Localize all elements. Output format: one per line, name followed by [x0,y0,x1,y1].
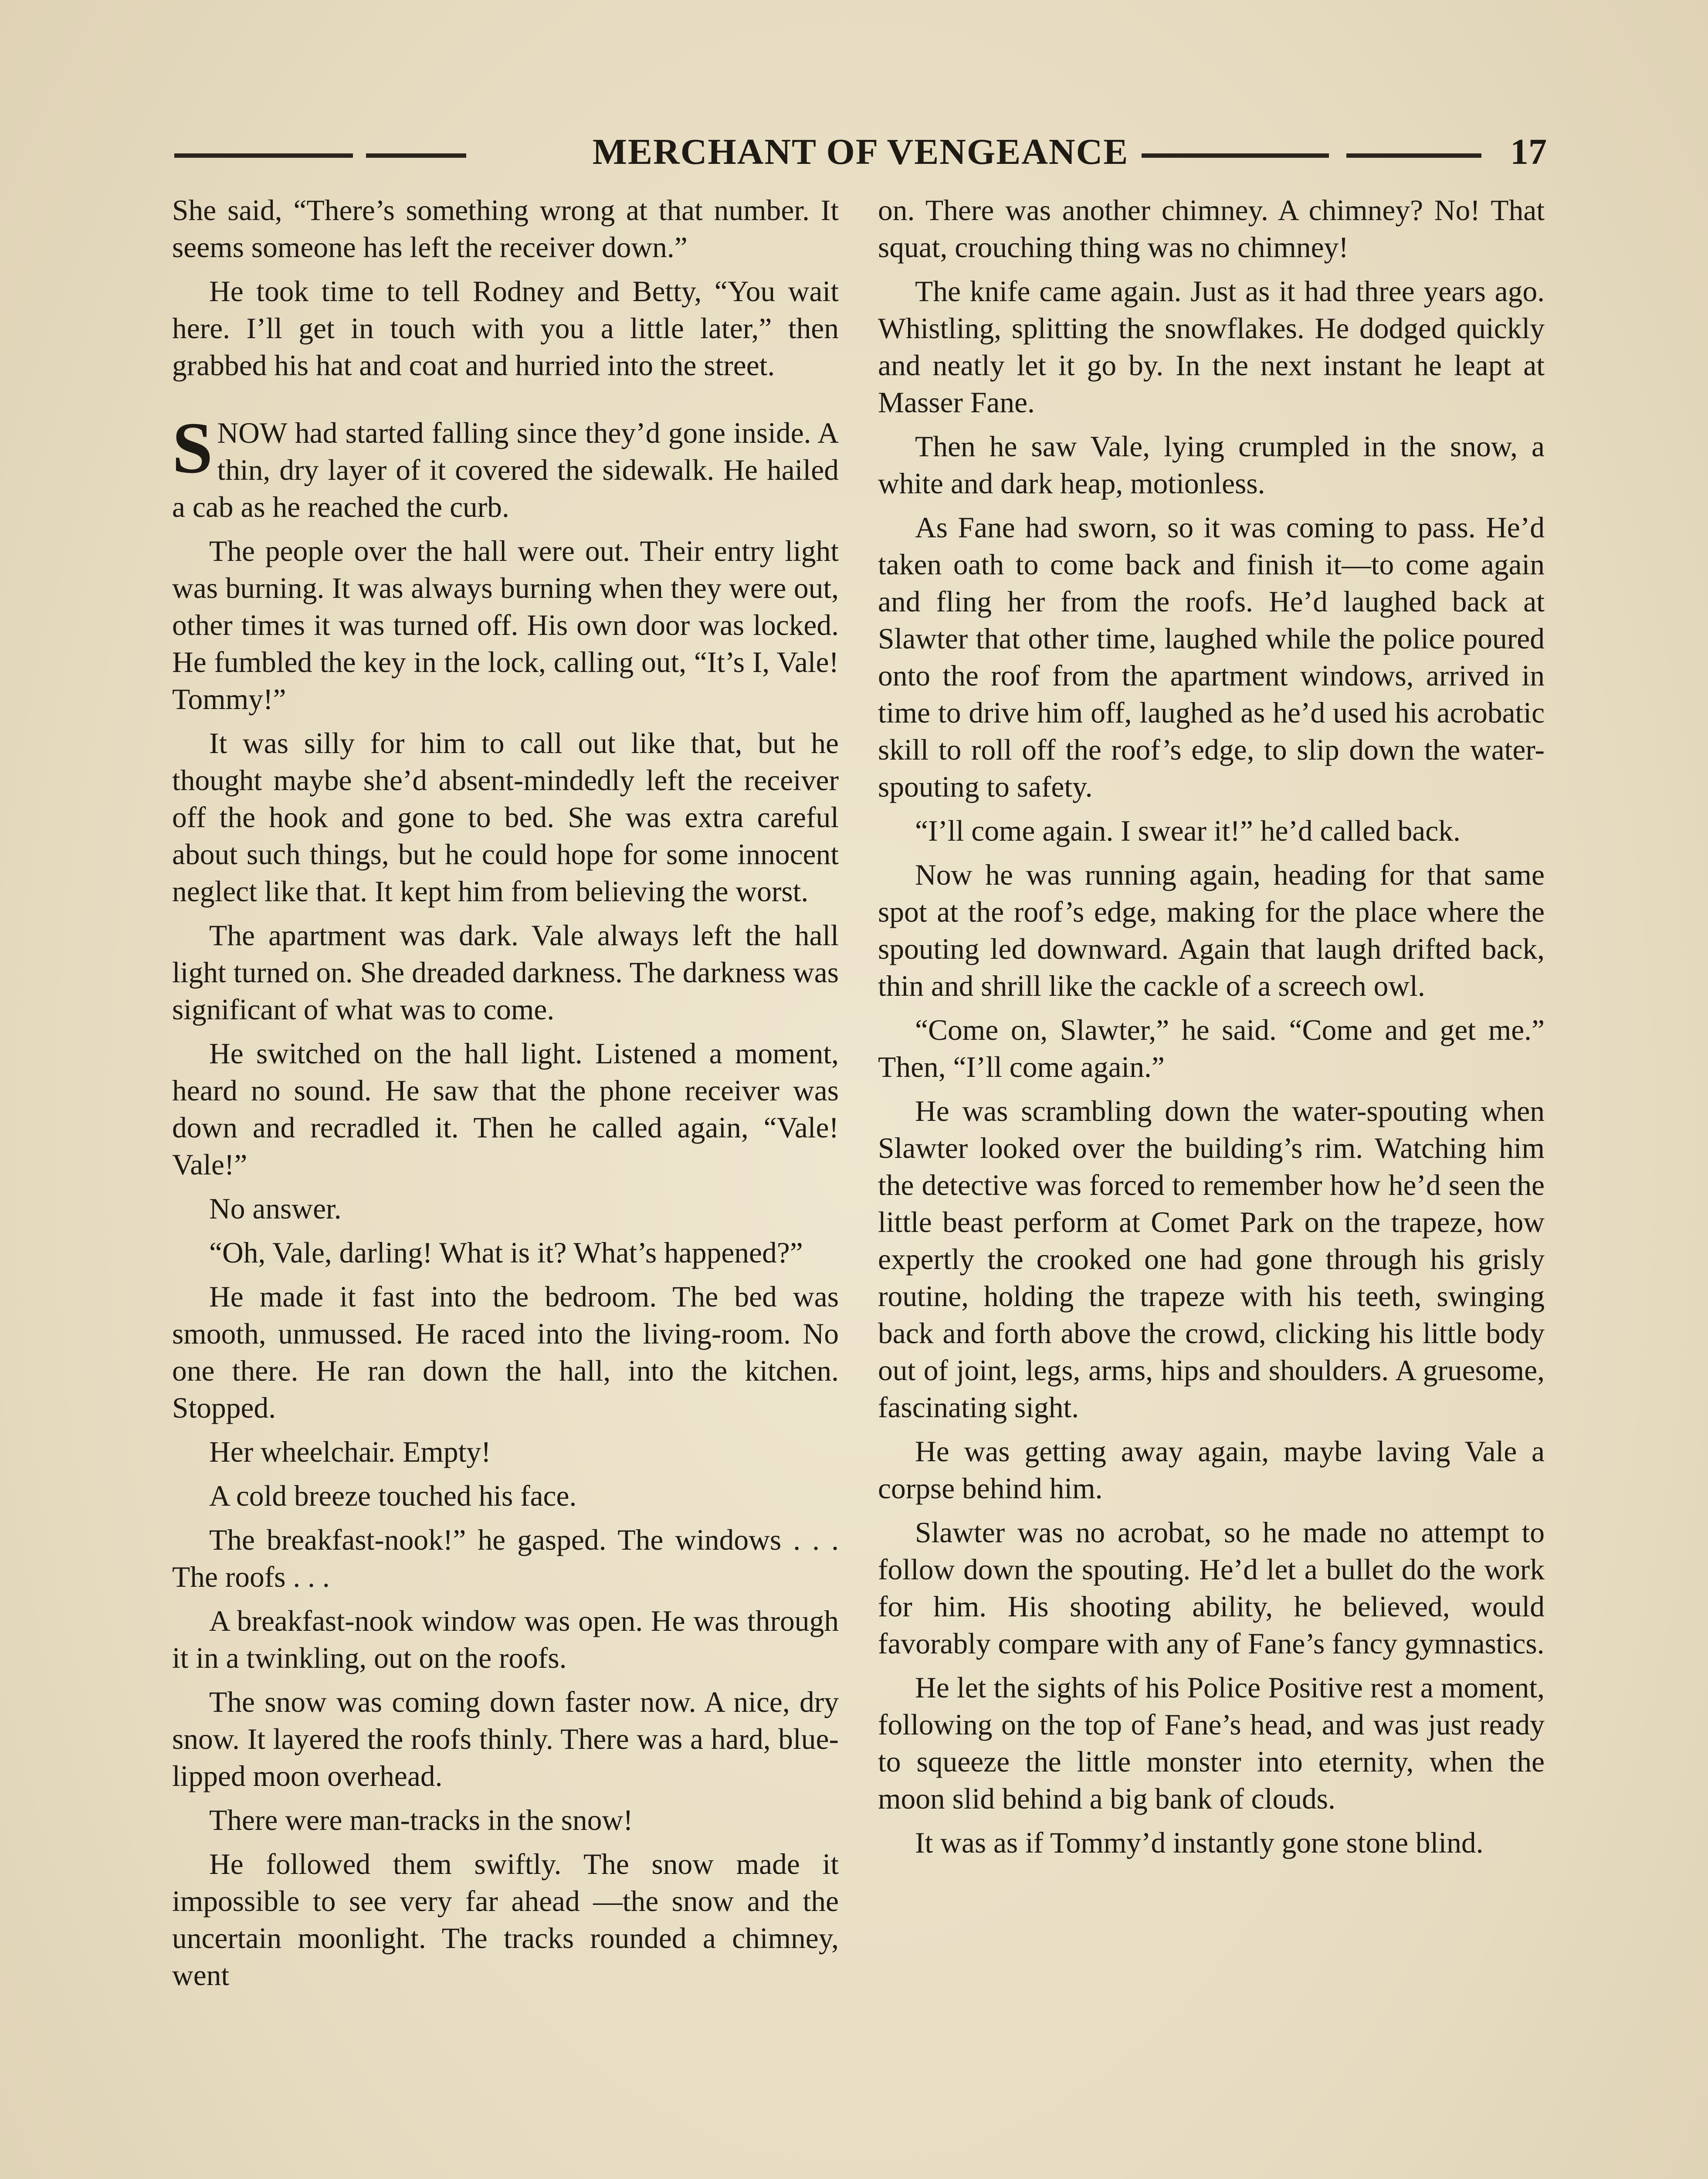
paragraph: The breakfast-nook!” he gasped. The windows . . . The roofs . . . [172,1524,839,1593]
paragraph: He switched on the hall light. Listened a moment, heard no sound. He saw that the phone receiver was down and recradled it. Then he called again, “Vale! Vale!” [172,1037,839,1181]
paragraph: Her wheelchair. Empty! [209,1436,491,1468]
paragraph: “I’ll come again. I swear it!” he’d called back. [915,815,1461,847]
paragraph: There were man-tracks in the snow! [209,1804,633,1836]
paragraph: “Come on, Slawter,” he said. “Come and get me.” Then, “I’ll come again.” [878,1014,1545,1083]
paragraph: He let the sights of his Police Positive rest a moment, following on the top of Fane’s head, and was just ready to squeeze the little monster into eternity, when the moon slid behind a big bank of clouds. [878,1671,1545,1815]
paragraph: “Oh, Vale, darling! What is it? What’s happened?” [209,1236,803,1269]
paragraph: on. There was another chimney. A chimney? No! That squat, crouching thing was no chimney! [878,194,1545,264]
paragraph: Slawter was no acrobat, so he made no attempt to follow down the spouting. He’d let a bullet do the work for him. His shooting ability, he believed, would favorably compare with any of Fane’s fancy gymnastics. [878,1516,1545,1660]
section-opening-paragraph [172,407,839,526]
running-header [174,131,1547,179]
right-column [878,192,1545,1868]
paragraph: A breakfast-nook window was open. He was through it in a twinkling, out on the roofs. [172,1605,839,1674]
story-title: MERCHANT OF VENGEANCE [592,132,1129,172]
page-number: 17 [1510,132,1547,172]
paragraph: He was getting away again, maybe laving Vale a corpse behind him. [878,1435,1545,1505]
paragraph: Now he was running again, heading for that same spot at the roof’s edge, making for the place where the spouting led downward. Again that laugh drifted back, thin and shrill like the cackle of a screech owl. [878,859,1545,1002]
left-column [172,192,839,2001]
paragraph: It was as if Tommy’d instantly gone stone blind. [915,1826,1484,1859]
paragraph: The snow was coming down faster now. A nice, dry snow. It layered the roofs thinly. There was a hard, blue-lipped moon overhead. [172,1686,839,1792]
paragraph: He was scrambling down the water-spouting when Slawter looked over the building’s rim. Watching him the detective was forced to remember how he’d seen the little beast perform at Comet Park on the trapeze, how expertly the crooked one had gone through his grisly routine, holding the trapeze with his teeth, swinging back and forth above the crowd, clicking his little body out of joint, legs, arms, hips and shoulders. A gruesome, fascinating sight. [878,1095,1545,1424]
paragraph: The people over the hall were out. Their entry light was burning. It was always burning when they were out, other times it was turned off. His own door was locked. He fumbled the key in the lock, calling out, “It’s I, Vale! Tommy!” [172,535,839,716]
paragraph: He followed them swiftly. The snow made it impossible to see very far ahead —the snow and the uncertain moonlight. The tracks rounded a chimney, went [172,1848,839,1992]
paragraph-text: NOW had started falling since they’d gone inside. A thin, dry layer of it covered the sidewalk. He hailed a cab as he reached the curb. [172,417,839,523]
paragraph: He made it fast into the bedroom. The bed was smooth, unmussed. He raced into the living-room. No one there. He ran down the hall, into the kitchen. Stopped. [172,1280,839,1424]
paragraph: The apartment was dark. Vale always left the hall light turned on. She dreaded darkness. The darkness was significant of what was to come. [172,919,839,1026]
paragraph: He took time to tell Rodney and Betty, “You wait here. I’ll get in touch with you a little later,” then grabbed his hat and coat and hurried into the street. [172,275,839,382]
paragraph: Then he saw Vale, lying crumpled in the snow, a white and dark heap, motionless. [878,430,1545,500]
paragraph: The knife came again. Just as it had three years ago. Whistling, splitting the snowflakes. He dodged quickly and neatly let it go by. In the next instant he leapt at Masser Fane. [878,275,1545,419]
paragraph: She said, “There’s something wrong at that number. It seems someone has left the receiver down.” [172,194,839,264]
paragraph: A cold breeze touched his face. [209,1480,577,1512]
drop-cap: S [172,407,213,489]
paragraph: It was silly for him to call out like that, but he thought maybe she’d absent-mindedly left the receiver off the hook and gone to bed. She was extra careful about such things, but he could hope for some innocent neglect like that. It kept him from believing the worst. [172,727,839,908]
paragraph: As Fane had sworn, so it was coming to pass. He’d taken oath to come back and finish it—to come again and fling her from the roofs. He’d laughed back at Slawter that other time, laughed while the police poured onto the roof from the apartment windows, arrived in time to drive him off, laughed as he’d used his acrobatic skill to roll off the roof’s edge, to slip down the water-spouting to safety. [878,511,1545,803]
paragraph: No answer. [209,1192,342,1225]
